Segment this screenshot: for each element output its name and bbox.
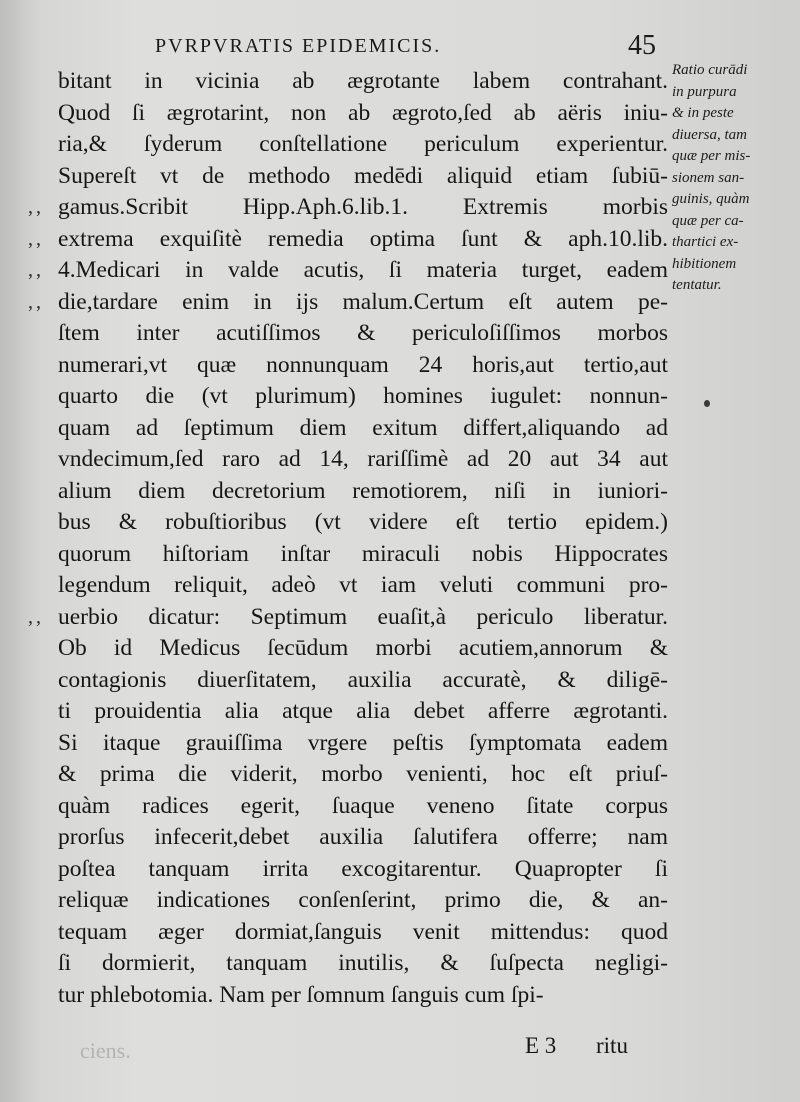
text-line bbox=[58, 885, 668, 917]
text-line bbox=[58, 980, 668, 1012]
text-line-content: vndecimum,ſed raro ad 14, rariſſimè ad 20 aut 34 aut bbox=[58, 446, 668, 472]
quotation-marker: , , bbox=[28, 290, 40, 313]
marginal-note-line: sionem san- bbox=[672, 169, 745, 186]
text-line bbox=[58, 444, 668, 476]
text-line-content: Si itaque grauiſſima vrgere peſtis ſymptomata eadem bbox=[58, 729, 668, 756]
text-line-content: tur phlebotomia. Nam per ſomnum ſanguis cum ſpi- bbox=[58, 981, 544, 1008]
text-line-content: ti prouidentia alia atque alia debet afferre ægrotanti. bbox=[58, 698, 668, 724]
text-line-content: poſtea tanquam irrita excogitarentur. Quapropter ſi bbox=[58, 855, 668, 882]
text-line bbox=[28, 287, 668, 319]
signature-mark: E 3 bbox=[525, 1033, 557, 1058]
text-line-content: alium diem decretorium remotiorem, niſi in iuniori- bbox=[58, 477, 668, 504]
text-line bbox=[58, 476, 668, 508]
quotation-marker: , , bbox=[28, 605, 40, 628]
text-line-content: contagionis diuerſitatem, auxilia accuratè, & diligē- bbox=[58, 666, 668, 693]
text-line-content: numerari,vt quæ nonnunquam 24 horis,aut tertio,aut bbox=[58, 351, 668, 378]
marginal-note bbox=[672, 60, 794, 297]
text-line-content: ria,& ſyderum conſtellatione periculum experientur. bbox=[58, 131, 668, 157]
marginal-note-line: guinis, quàm bbox=[672, 191, 750, 207]
text-line-content: 4.Medicari in valde acutis, ſi materia turget, eadem bbox=[58, 257, 668, 283]
text-line bbox=[58, 381, 668, 413]
text-line bbox=[58, 728, 668, 760]
running-title: PVRPVRATIS EPIDEMICIS. bbox=[155, 35, 442, 57]
text-line bbox=[58, 696, 668, 728]
text-line-content: reliquæ indicationes conſenſerint, primo die, & an- bbox=[58, 887, 668, 913]
text-line bbox=[58, 665, 668, 697]
marginal-note-line: thartici ex- bbox=[672, 234, 739, 250]
text-line bbox=[58, 507, 668, 539]
text-line bbox=[58, 633, 668, 665]
marginal-note-line: Ratio curādi bbox=[672, 62, 748, 78]
text-line-content: quàm radices egerit, ſuaque veneno ſitate corpus bbox=[58, 792, 668, 819]
text-line-content: ſi dormierit, tanquam inutilis, & ſuſpecta negligi- bbox=[58, 950, 668, 976]
page-number: 45 bbox=[628, 30, 656, 61]
text-line-content: & prima die viderit, morbo venienti, hoc eſt priuſ- bbox=[58, 761, 668, 787]
text-line-content: Supereſt vt de methodo medēdi aliquid etiam ſubiū- bbox=[58, 162, 668, 189]
text-line bbox=[58, 318, 668, 350]
text-line-content: Quod ſi ægrotarint, non ab ægroto,ſed ab aëris iniu- bbox=[58, 99, 668, 126]
marginal-note-line: diuersa, tam bbox=[672, 126, 747, 143]
ink-speck bbox=[704, 400, 710, 407]
text-line-content: gamus.Scribit Hipp.Aph.6.lib.1. Extremis morbis bbox=[58, 194, 668, 220]
text-line bbox=[58, 822, 668, 854]
text-line-content: bus & robuſtioribus (vt videre eſt tertio epidem.) bbox=[58, 509, 668, 535]
text-line bbox=[58, 791, 668, 823]
quotation-marker: , , bbox=[28, 196, 40, 218]
marginal-note-line: in purpura bbox=[672, 83, 737, 100]
marginal-note-line: hibitionem bbox=[672, 255, 737, 272]
bleed-through-text: ciens. bbox=[80, 1038, 131, 1063]
text-line bbox=[28, 224, 668, 256]
text-line-content: bitant in vicinia ab ægrotante labem contrahant. bbox=[58, 68, 668, 94]
text-line bbox=[58, 854, 668, 886]
text-line bbox=[58, 759, 668, 791]
text-line-content: ſtem inter acutiſſimos & periculoſiſſimos morbos bbox=[58, 320, 668, 346]
text-line bbox=[58, 539, 668, 571]
main-text-block bbox=[28, 66, 668, 1011]
text-line bbox=[58, 917, 668, 949]
text-line-content: quorum hiſtoriam inſtar miraculi nobis Hippocrates bbox=[58, 540, 668, 567]
text-line-content: quarto die (vt plurimum) homines iugulet: nonnun- bbox=[58, 383, 668, 409]
text-line bbox=[58, 570, 668, 602]
text-line bbox=[58, 350, 668, 382]
text-line bbox=[28, 255, 668, 287]
text-line-content: uerbio dicatur: Septimum euaſit,à periculo liberatur. bbox=[58, 603, 668, 630]
text-line bbox=[58, 413, 668, 445]
text-line bbox=[58, 948, 668, 980]
text-line-content: tequam æger dormiat,ſanguis venit mittendus: quod bbox=[58, 918, 668, 945]
text-line bbox=[58, 98, 668, 130]
text-line-content: quam ad ſeptimum diem exitum differt,aliquando ad bbox=[58, 414, 668, 441]
quotation-marker: , , bbox=[28, 227, 40, 250]
text-line bbox=[28, 602, 668, 634]
text-line-content: die,tardare enim in ijs malum.Certum eſt autem pe- bbox=[58, 288, 668, 315]
text-line bbox=[58, 66, 668, 98]
catchword: ritu bbox=[596, 1033, 628, 1058]
marginal-note-line: quæ per mis- bbox=[672, 148, 751, 164]
text-line-content: prorſus infecerit,debet auxilia ſalutifera offerre; nam bbox=[58, 824, 668, 850]
text-line bbox=[58, 161, 668, 193]
marginal-note-line: & in peste bbox=[672, 105, 734, 121]
text-line-content: extrema exquiſitè remedia optima ſunt & aph.10.lib. bbox=[58, 225, 668, 252]
text-line-content: Ob id Medicus ſecūdum morbi acutiem,annorum & bbox=[58, 635, 668, 661]
quotation-marker: , , bbox=[28, 259, 40, 281]
marginal-note-line: quæ per ca- bbox=[672, 212, 744, 229]
marginal-note-line: tentatur. bbox=[672, 277, 722, 293]
text-line bbox=[28, 192, 668, 224]
text-line bbox=[58, 129, 668, 161]
text-line-content: legendum reliquit, adeò vt iam veluti communi pro- bbox=[58, 572, 668, 598]
